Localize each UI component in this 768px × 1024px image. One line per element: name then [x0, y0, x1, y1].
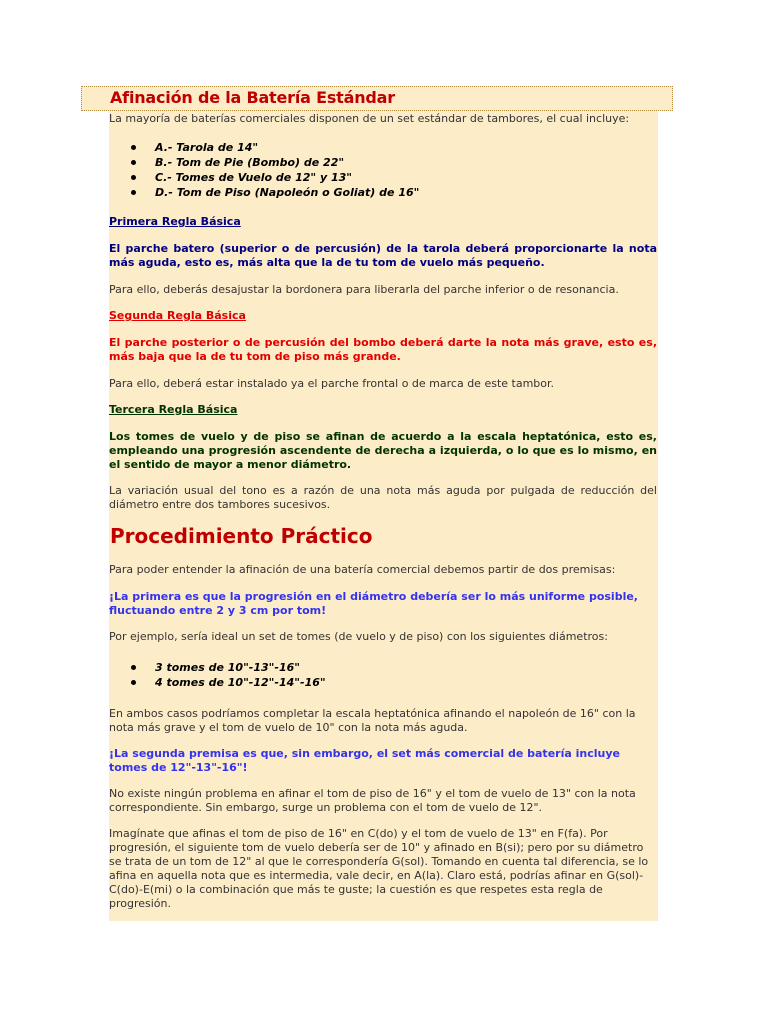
document-body — [109, 111, 658, 921]
bullet-icon — [131, 665, 136, 670]
rule3-heading-link[interactable]: Tercera Regla Básica — [109, 403, 238, 416]
rule1-statement: El parche batero (superior o de percusión) de la tarola deberá proporcionarte la nota más aguda, esto es, más alta que la de tu tom de vuelo más pequeño. — [109, 242, 657, 269]
procedure-intro: Para poder entender la afinación de una batería comercial debemos partir de dos premisas: — [109, 563, 616, 576]
bullet-icon — [131, 175, 136, 180]
rule2-heading-link[interactable]: Segunda Regla Básica — [109, 309, 246, 322]
rule1-note: Para ello, deberás desajustar la bordonera para liberarla del parche inferior o de resonancia. — [109, 283, 619, 296]
rule3-statement: Los tomes de vuelo y de piso se afinan de acuerdo a la escala heptatónica, esto es, empleando una progresión ascendente de derecha a izquierda, o lo que es lo mismo, en el sentido de mayor a menor diámetro. — [109, 430, 657, 471]
tom-set-list — [109, 660, 326, 690]
scale-paragraph: En ambos casos podríamos completar la escala heptatónica afinando el napoleón de 16" con la nota más grave y el tom de vuelo de 10" con la nota más aguda. — [109, 707, 636, 734]
bullet-icon — [131, 145, 136, 150]
drum-list — [109, 140, 419, 200]
intro-paragraph: La mayoría de baterías comerciales disponen de un set estándar de tambores, el cual incluye: — [109, 112, 630, 125]
procedure-heading: Procedimiento Práctico — [110, 524, 373, 548]
example-tuning-paragraph: Imagínate que afinas el tom de piso de 16" en C(do) y el tom de vuelo de 13" en F(fa). Por progresión, el siguiente tom de vuelo debería ser de 10" y afinado en B(si); pero por su diámetro se trata de un tom de 12" al que le correspondería G(sol). Tomando en cuenta tal diferencia, se lo afina en aquella nota que es intermedia, vale decir, en A(la). Claro está, podrías afinar en G(sol)-C(do)-E(mi) o la combinación que más te guste; la cuestión es que respetes esta regla de progresión. — [109, 827, 649, 910]
list-item: 4 tomes de 10"-12"-14"-16" — [109, 675, 326, 690]
example-paragraph: Por ejemplo, sería ideal un set de tomes (de vuelo y de piso) con los siguientes diámetros: — [109, 630, 608, 643]
title-bar — [81, 86, 673, 111]
rule2-note: Para ello, deberá estar instalado ya el parche frontal o de marca de este tambor. — [109, 377, 555, 390]
bullet-icon — [131, 190, 136, 195]
rule3-note: La variación usual del tono es a razón de una nota más aguda por pulgada de reducción del diámetro entre dos tambores sucesivos. — [109, 484, 657, 511]
list-item: D.- Tom de Piso (Napoleón o Goliat) de 16" — [109, 185, 419, 200]
bullet-icon — [131, 160, 136, 165]
premise-one: ¡La primera es que la progresión en el diámetro debería ser lo más uniforme posible, fluctuando entre 2 y 3 cm por tom! — [109, 590, 638, 617]
rule2-statement: El parche posterior o de percusión del bombo deberá darte la nota más grave, esto es, más baja que la de tu tom de piso más grande. — [109, 336, 657, 363]
list-item: C.- Tomes de Vuelo de 12" y 13" — [109, 170, 419, 185]
problem-paragraph: No existe ningún problema en afinar el tom de piso de 16" y el tom de vuelo de 13" con la nota correspondiente. Sin embargo, surge un problema con el tom de vuelo de 12". — [109, 787, 636, 814]
page-title: Afinación de la Batería Estándar — [110, 88, 395, 107]
list-item: A.- Tarola de 14" — [109, 140, 419, 155]
list-item: B.- Tom de Pie (Bombo) de 22" — [109, 155, 419, 170]
bullet-icon — [131, 680, 136, 685]
premise-two: ¡La segunda premisa es que, sin embargo, el set más comercial de batería incluye tomes de 12"-13"-16"! — [109, 747, 620, 774]
list-item: 3 tomes de 10"-13"-16" — [109, 660, 326, 675]
rule1-heading-link[interactable]: Primera Regla Básica — [109, 215, 241, 228]
